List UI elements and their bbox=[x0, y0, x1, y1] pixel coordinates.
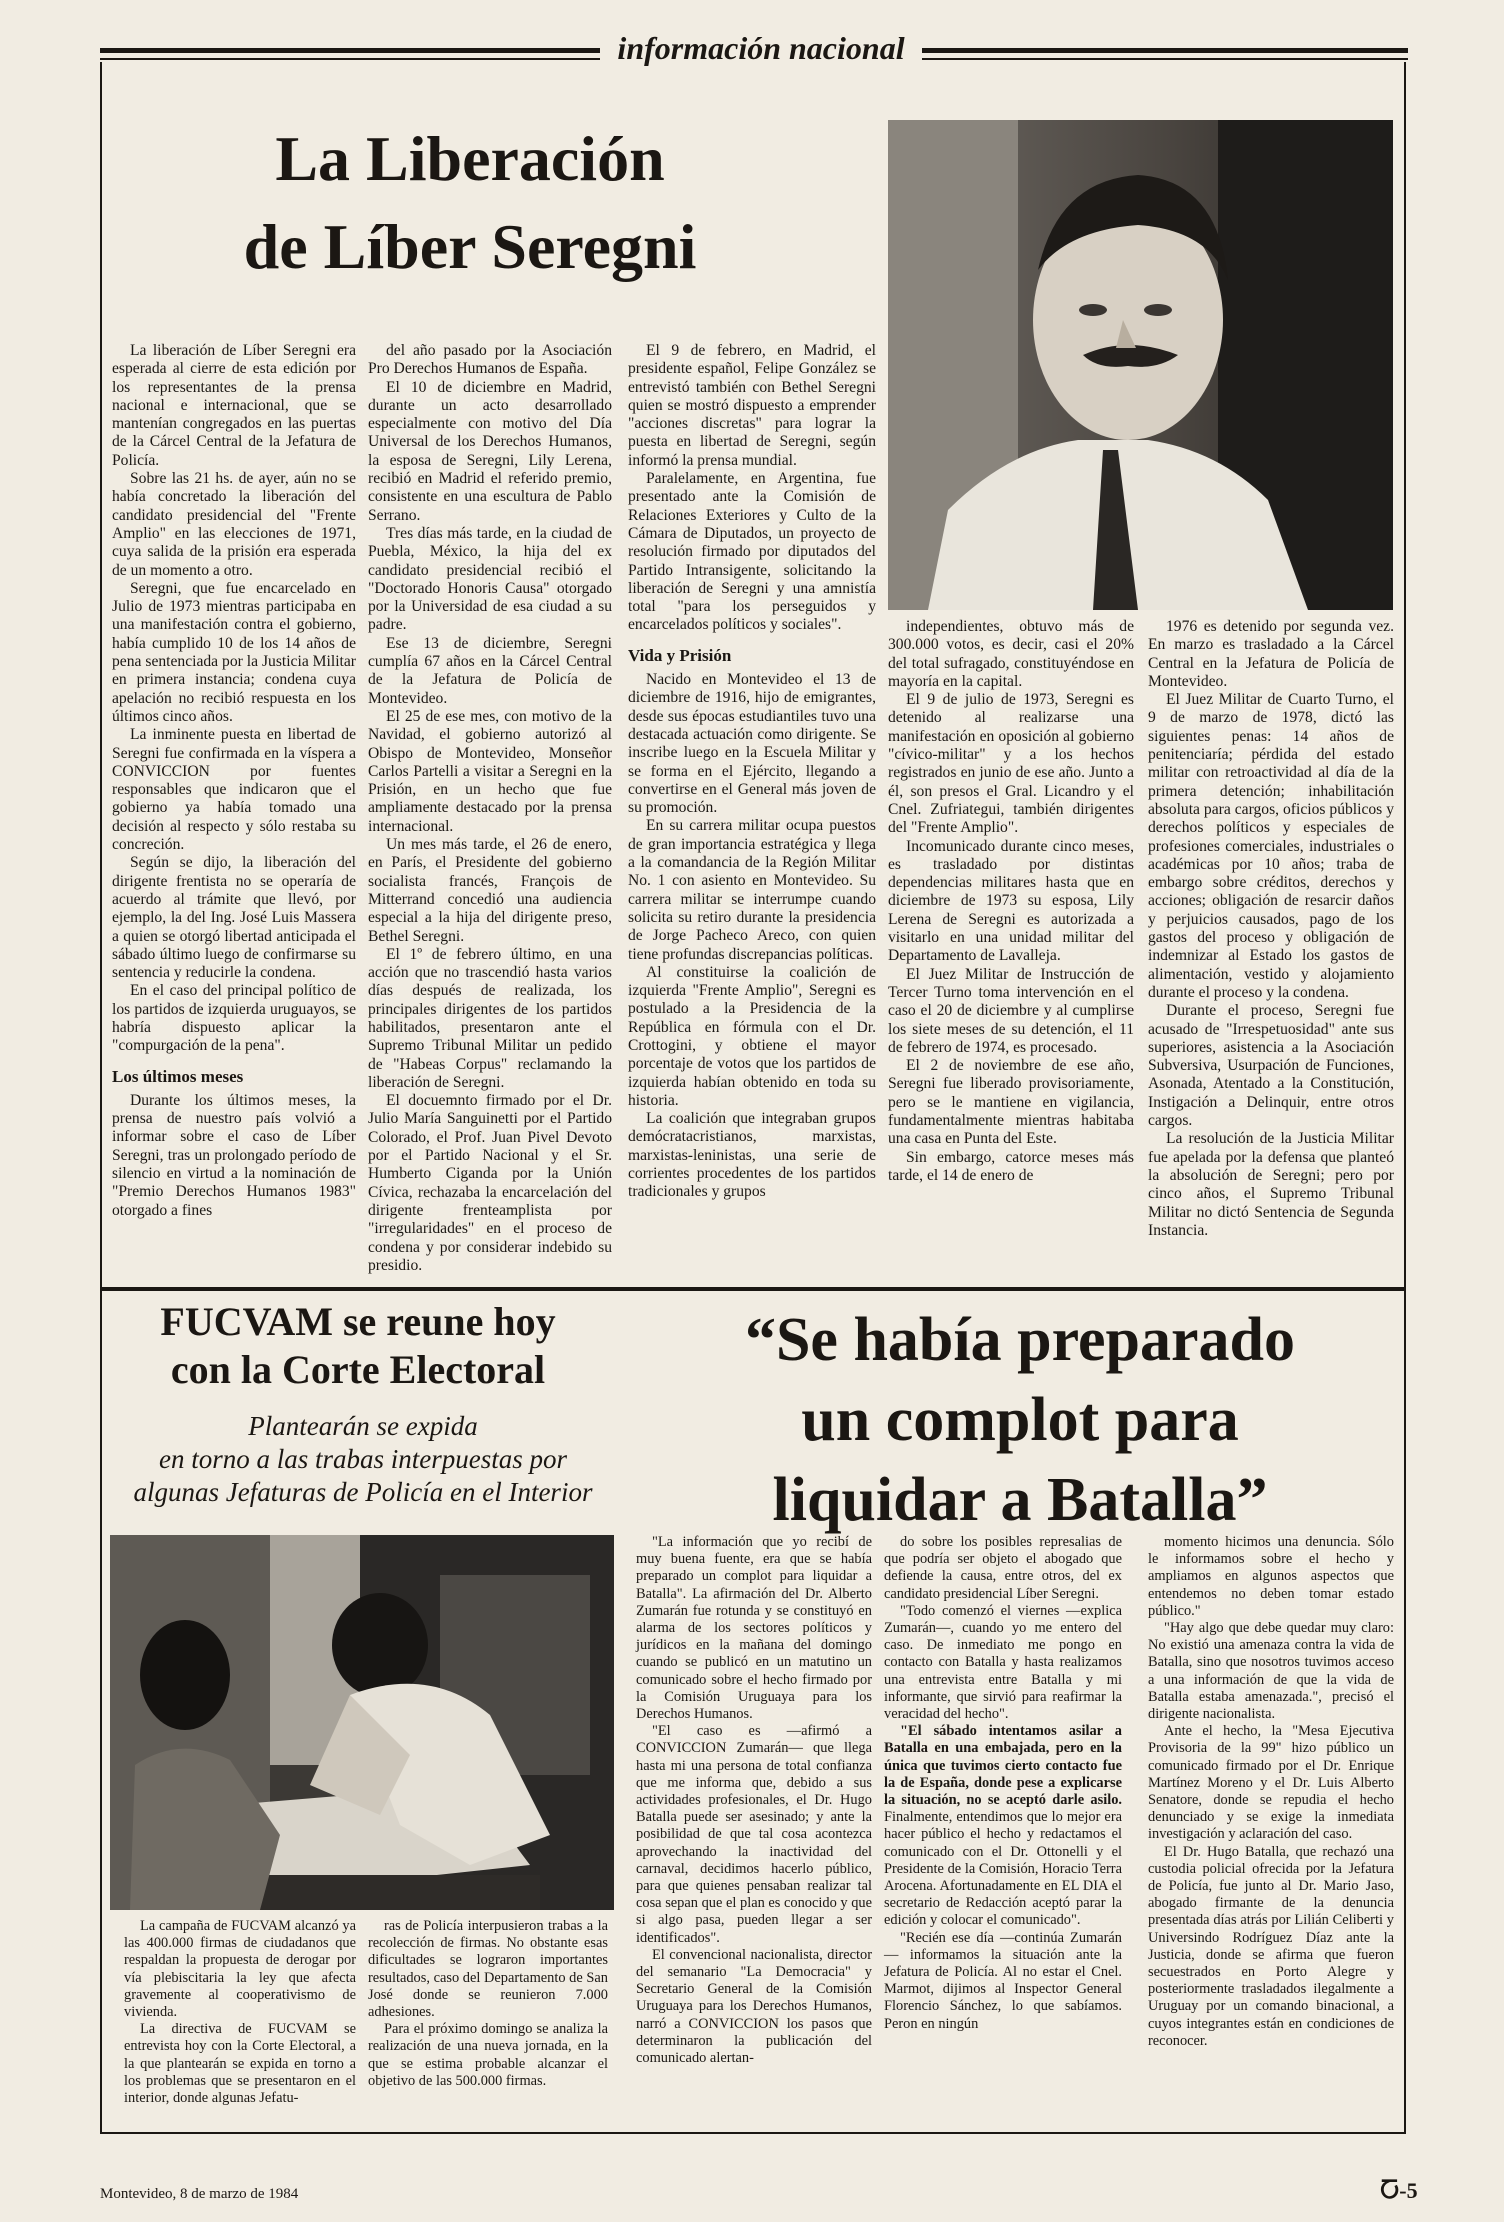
fucvam-photo bbox=[110, 1535, 614, 1910]
article1-column-2 bbox=[368, 342, 612, 1275]
paragraph: El 9 de febrero, en Madrid, el presidente español, Felipe González se entrevistó también con Bethel Seregni quien se mostró dispuesto a emprender "acciones discretas" para lograr la puesta en libertad de Seregni, según informó la prensa mundial. bbox=[628, 342, 876, 469]
frame-bottom bbox=[100, 2132, 1406, 2134]
article1-headline-line1: La Liberación bbox=[275, 123, 665, 194]
paragraph: Nacido en Montevideo el 13 de diciembre de 1916, hijo de emigrantes, desde sus épocas estudiantiles tuvo una destacada actuación como dirigente. Se inscribe luego en la Escuela Militar y se forma en el Ejército, llegando a convertirse en el General más joven de su promoción. bbox=[628, 671, 876, 817]
paragraph: El 10 de diciembre en Madrid, durante un acto desarrollado especialmente con motivo del Día Universal de los Derechos Humanos, la esposa de Seregni, Lily Lerena, recibió en Madrid el referido premio, consistente en una escultura de Pablo Serrano. bbox=[368, 378, 612, 524]
subheading: Los últimos meses bbox=[112, 1066, 244, 1086]
article2-column-1 bbox=[124, 1918, 356, 2107]
paragraph: Durante el proceso, Seregni fue acusado de "Irrespetuosidad" ante sus superiores, asistencia a la Asociación Subversiva, Usurpación de Funciones, Asonada, Atentado a la Constitución, Instigación a Delinquir, entre otros cargos. bbox=[1148, 1002, 1394, 1130]
paragraph: La resolución de la Justicia Militar fue apelada por la defensa que planteó la absolución de Seregni; pero por cinco años, el Supremo Tribunal Militar no dictó Sentencia de Segunda Instancia. bbox=[1148, 1130, 1394, 1239]
seregni-photo-image bbox=[888, 120, 1393, 610]
paragraph: "Recién ese día —continúa Zumarán— informamos la situación ante la Jefatura de Policía. Al no estar el Cnel. Marmot, dijimos al Inspector General Florencio Sánchez, lo que sabíamos. Peron en ningún bbox=[884, 1929, 1122, 2032]
paragraph: Ese 13 de diciembre, Seregni cumplía 67 años en la Cárcel Central de la Jefatura de Policía de Montevideo. bbox=[368, 634, 612, 707]
paragraph: El docuemnto firmado por el Dr. Julio María Sanguinetti por el Partido Colorado, el Prof. Juan Pivel Devoto por el Partido Nacional y el Sr. Humberto Ciganda por la Unión Cívica, rechazaba la encarcelación del dirigente frenteamplista por "irregularidades" en el proceso de condena y por considerar indebido su presidio. bbox=[368, 1092, 612, 1274]
article2-headline-line2: con la Corte Electoral bbox=[170, 1347, 546, 1392]
article3-headline-line1: “Se había preparado bbox=[744, 1306, 1296, 1374]
paragraph: do sobre los posibles represalias de que podría ser objeto el abogado que defiende la causa, entre otros, del ex candidato presidencial Líber Seregni. bbox=[884, 1534, 1122, 1602]
paragraph: Paralelamente, en Argentina, fue presentado ante la Comisión de Relaciones Exteriores y Culto de la Cámara de Diputados, un proyecto de resolución firmado por diputados del Partido Intransigente, solicitando la liberación de Seregni y una amnistía total "para los perseguidos y encarcelados políticos y sociales". bbox=[628, 470, 876, 634]
paragraph bbox=[884, 1723, 1122, 1929]
article2-headline-line1: FUCVAM se reune hoy bbox=[160, 1299, 556, 1344]
paragraph: La coalición que integraban grupos demócratacristianos, marxistas, marxistas-leninistas, una serie de corrientes procedentes de los partidos tradicionales y grupos bbox=[628, 1110, 876, 1201]
bold-quote: "El sábado intentamos asilar a Batalla en una embajada, pero en la única que tuvimos cierto contacto fue la de España, donde pese a explicarse la situación, no se aceptó darle asilo. bbox=[884, 1723, 1122, 1809]
paragraph: Durante los últimos meses, la prensa de nuestro país volvió a informar sobre el caso de Líber Seregni, tras un prolongado período de silencio en virtud a la nominación de "Premio Derechos Humanos 1983" otorgado a fines bbox=[112, 1091, 356, 1219]
paragraph: El 1º de febrero último, en una acción que no trascendió hasta varios días después de realizada, los principales dirigentes de los partidos habilitados, presentaron ante el Supremo Tribunal Militar un pedido de "Habeas Corpus" reclamando la liberación de Seregni. bbox=[368, 945, 612, 1091]
paragraph: La liberación de Líber Seregni era esperada al cierre de esta edición por los representantes de la prensa nacional e internacional, que se mantenían congregados en las puertas de la Cárcel Central de la Jefatura de Policía. bbox=[112, 342, 356, 469]
fucvam-photo-image bbox=[110, 1535, 614, 1910]
article3-column-1 bbox=[636, 1534, 872, 2067]
frame-left bbox=[100, 62, 102, 2132]
paragraph: ras de Policía interpusieron trabas a la recolección de firmas. No obstante esas dificultades se lograron importantes resultados, caso del Departamento de San José donde se reunieron 7.000 adhesiones. bbox=[368, 1918, 608, 2021]
paragraph: Al constituirse la coalición de izquierda "Frente Amplio", Seregni es postulado a la Presidencia de la República en fórmula con el Dr. Crottogini, y obtiene el mayor porcentaje de votos que los partidos de izquierda habían obtenido en toda su historia. bbox=[628, 963, 876, 1109]
quote-continuation: Finalmente, entendimos que lo mejor era hacer público el hecho y redactamos el comunicado con el Dr. Ottonelli y el Presidente de la Comisión, Horacio Terra Arocena. Afortunadamente en EL DIA el secretario de Redacción aceptó parar la edición y colocar el comunicado". bbox=[884, 1809, 1122, 1929]
paragraph: Un mes más tarde, el 26 de enero, en París, el Presidente del gobierno socialista francés, François de Mitterrand concedió una audiencia especial a la hija del dirigente preso, Bethel Seregni. bbox=[368, 836, 612, 945]
subheading: Vida y Prisión bbox=[628, 645, 732, 665]
article3-column-2 bbox=[884, 1534, 1122, 2033]
paragraph: "Todo comenzó el viernes —explica Zumarán—, cuando yo me entero del caso. De inmediato me pongo en contacto con Batalla y hasta realizamos una entrevista entre Batalla y mi informante, que sirvió para reafirmar la veracidad del hecho". bbox=[884, 1602, 1122, 1723]
article3-headline bbox=[640, 1300, 1400, 1540]
paragraph: 1976 es detenido por segunda vez. En marzo es trasladado a la Cárcel Central en la Jefatura de Policía de Montevideo. bbox=[1148, 618, 1394, 690]
paragraph: La campaña de FUCVAM alcanzó ya las 400.000 firmas de ciudadanos que respaldan la propuesta de derogar por vía plebiscitaria la ley que afecta gravemente al cooperativismo de vivienda. bbox=[124, 1918, 356, 2021]
paragraph: Sin embargo, catorce meses más tarde, el 14 de enero de bbox=[888, 1148, 1134, 1184]
paragraph: independientes, obtuvo más de 300.000 votos, es decir, casi el 20% del total sufragado, constituyéndose en mayoría en la capital. bbox=[888, 618, 1134, 690]
article1-headline bbox=[160, 115, 780, 291]
paragraph: Tres días más tarde, en la ciudad de Puebla, México, la hija del ex candidato presidencial recibió el "Doctorado Honoris Causa" otorgado por la Universidad de esa ciudad a su padre. bbox=[368, 524, 612, 634]
paragraph: Según se dijo, la liberación del dirigente frentista no se operaría de acuerdo al trámite que llevó, por ejemplo, la del Ing. José Luis Massera a quien se otorgó libertad anticipada el sábado último luego de confirmarse su sentencia y reducirle la condena. bbox=[112, 854, 356, 982]
article-divider bbox=[100, 1287, 1406, 1291]
paragraph: En su carrera militar ocupa puestos de gran importancia estratégica y llega a la comandancia de la Región Militar No. 1 con asiento en Montevideo. Su carrera militar se interrumpe cuando solicita su retiro durante la presidencia de Jorge Pacheco Areco, con quien tiene profundas discrepancias políticas. bbox=[628, 817, 876, 963]
seregni-photo bbox=[888, 120, 1393, 610]
paragraph: Ante el hecho, la "Mesa Ejecutiva Provisoria de la 99" hizo público un comunicado firmado por el Dr. Enrique Martínez Moreno y el Dr. Luis Alberto Senatore, donde se repudia el hecho denunciado y se exige la inmediata investigación y aclaración del caso. bbox=[1148, 1723, 1394, 1843]
paragraph: Incomunicado durante cinco meses, es trasladado por distintas dependencias militares hasta que en diciembre de 1973 su esposa, Lily Lerena de Seregni es autorizada a visitarlo en una unidad militar del Departamento de Lavalleja. bbox=[888, 837, 1134, 965]
section-label: información nacional bbox=[600, 30, 922, 67]
page-number-value: 5 bbox=[1406, 2178, 1418, 2203]
paragraph: El 9 de julio de 1973, Seregni es detenido al realizarse una manifestación en oposición al gobierno "cívico-militar" y a los hechos registrados en junio de ese año. Junto a él, son presos el Gral. Licandro y el Cnel. Zufriategui, también dirigentes del "Frente Amplio". bbox=[888, 691, 1134, 837]
article3-headline-line2: un complot para bbox=[801, 1386, 1239, 1454]
paragraph: Seregni, que fue encarcelado en Julio de 1973 mientras participaba en una manifestación contra el gobierno, había cumplido 10 de los 14 años de pena sentenciada por la Justicia Militar en primera instancia; condena cuya apelación no recibió respuesta en los últimos cinco años. bbox=[112, 579, 356, 725]
article1-column-1 bbox=[112, 342, 356, 1220]
paragraph: La inminente puesta en libertad de Seregni fue confirmada en la víspera a CONVICCION por fuentes responsables que indicaron que el gobierno ya había tomado una decisión al respecto y sólo restaba su concreción. bbox=[112, 726, 356, 854]
paragraph: El 2 de noviembre de ese año, Seregni fue liberado provisoriamente, pero se le mantiene en vigilancia, fundamentalmente mientras habitaba una casa en Punta del Este. bbox=[888, 1057, 1134, 1148]
paragraph: "Hay algo que debe quedar muy claro: No existió una amenaza contra la vida de Batalla, sino que nosotros tuvimos acceso a una información de que la vida de Batalla estaba amenazada.", precisó el dirigente nacionalista. bbox=[1148, 1620, 1394, 1723]
paragraph: En el caso del principal político de los partidos de izquierda uruguayos, se habría dispuesto aplicar la "compurgación de la pena". bbox=[112, 982, 356, 1055]
paragraph: Sobre las 21 hs. de ayer, aún no se había concretado la liberación del candidato presidencial del "Frente Amplio" en las elecciones de 1971, cuya salida de la prisión era esperada de un momento a otro. bbox=[112, 470, 356, 579]
paragraph: "La información que yo recibí de muy buena fuente, era que se había preparado un complot para liquidar a Batalla". La afirmación del Dr. Alberto Zumarán fue rotunda y se constituyó en alarma de los sectores políticos y jurídicos en la mañana del domingo cuando se publicó en un matutino un comunicado sobre el hecho firmado por la Comisión Uruguaya para los Derechos Humanos. bbox=[636, 1534, 872, 1723]
article1-column-4 bbox=[888, 618, 1134, 1185]
article2-headline bbox=[108, 1298, 608, 1394]
paragraph: El convencional nacionalista, director del semanario "La Democracia" y Secretario General de la Comisión Uruguaya para los Derechos Humanos, narró a CONVICCION los pasos que determinaron la publicación del comunicado alertan- bbox=[636, 1946, 872, 2067]
paragraph: El Juez Militar de Cuarto Turno, el 9 de marzo de 1978, dictó las siguientes penas: 14 años de penitenciaría; pérdida del estado militar con retroactividad al día de la primera detención; inhabilitación absoluta para cargos, oficios públicos y derechos políticos y especiales de profesiones comerciales, industriales o académicas por 10 años; traba de embargo sobre créditos, derechos y acciones; obligación de resarcir daños y perjuicios causados, pago de los gastos del proceso y obligación de indemnizar al Estado los gastos de alimentación, vestido y alojamiento durante el proceso y la condena. bbox=[1148, 691, 1394, 1001]
page-number: Ⴀ-5 bbox=[1380, 2178, 1418, 2203]
page-logo-icon: Ⴀ bbox=[1380, 2178, 1400, 2203]
article2-subheadline bbox=[108, 1410, 618, 1509]
paragraph: El 25 de ese mes, con motivo de la Navidad, el gobierno autorizó al Obispo de Montevideo, Monseñor Carlos Partelli a visitar a Seregni en la Prisión, en un hecho que fue ampliamente destacado por la prensa internacional. bbox=[368, 707, 612, 835]
paragraph: El Dr. Hugo Batalla, que rechazó una custodia policial ofrecida por la Jefatura de Policía, fue junto al Dr. Mario Jaso, abogado firmante de la denuncia presentada días atrás por Lilián Celiberti y Universindo Rodríguez Díaz ante la Justicia, donde se afirma que fueron secuestrados en Porto Alegre y posteriormente trasladados ilegalmente a Uruguay por un comando binacional, a cuyos integrantes están en condiciones de reconocer. bbox=[1148, 1843, 1394, 2049]
paragraph: momento hicimos una denuncia. Sólo le informamos sobre el hecho y ampliamos en algunos aspectos que entendemos no deben tomar estado público." bbox=[1148, 1534, 1394, 1619]
article2-subhead-line2: en torno a las trabas interpuestas por bbox=[158, 1444, 568, 1474]
paragraph: La directiva de FUCVAM se entrevista hoy con la Corte Electoral, a la que plantearán se expida en torno a los problemas que se presentaron en el interior, donde algunas Jefatu- bbox=[124, 2021, 356, 2107]
paragraph: El Juez Militar de Instrucción de Tercer Turno toma intervención en el caso el 20 de diciembre y al cumplirse los siete meses de su detención, el 11 de febrero de 1974, es procesado. bbox=[888, 965, 1134, 1056]
frame-right bbox=[1404, 62, 1406, 2132]
article2-subhead-line1: Plantearán se expida bbox=[248, 1411, 478, 1441]
article1-column-3 bbox=[628, 342, 876, 1202]
paragraph: del año pasado por la Asociación Pro Derechos Humanos de España. bbox=[368, 342, 612, 378]
article2-column-2 bbox=[368, 1918, 608, 2090]
article1-column-5 bbox=[1148, 618, 1394, 1240]
article3-column-3 bbox=[1148, 1534, 1394, 2050]
article2-subhead-line3: algunas Jefaturas de Policía en el Interior bbox=[133, 1477, 593, 1507]
article1-headline-line2: de Líber Seregni bbox=[243, 211, 697, 282]
footer-dateline: Montevideo, 8 de marzo de 1984 bbox=[100, 2186, 299, 2202]
paragraph: Para el próximo domingo se analiza la realización de una nueva jornada, en la que se estima probable alcanzar el objetivo de las 500.000 firmas. bbox=[368, 2021, 608, 2089]
paragraph: "El caso es —afirmó a CONVICCION Zumarán— que llega hasta mi una persona de total confianza que me informa que, debido a sus actividades profesionales, el Dr. Hugo Batalla puede ser asesinado; y ante la posibilidad de que tal cosa acontezca aprovechando la inactividad del carnaval, decidimos hacerlo público, para que quienes pensaban realizar tal cosa sepan que el plan es conocido y que si algo pasa, pueden llegar a ser identificados". bbox=[636, 1723, 872, 1946]
article3-headline-line3: liquidar a Batalla” bbox=[772, 1466, 1268, 1534]
